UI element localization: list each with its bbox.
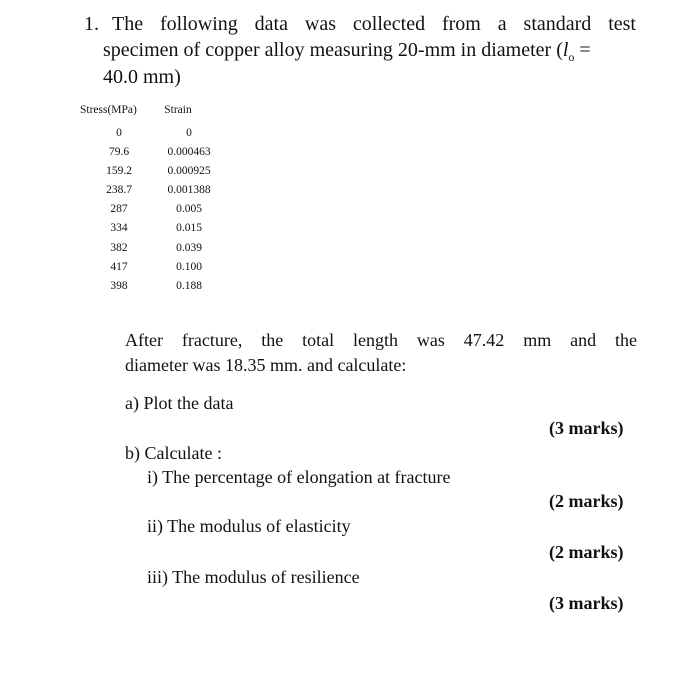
question-line-2: specimen of copper alloy measuring 20-mm in diameter ($l_o$ =	[103, 39, 591, 64]
strain-cell: 0.039	[176, 241, 202, 254]
stress-cell: 417	[110, 260, 128, 273]
part-b-ii-marks: (2 marks)	[549, 542, 624, 562]
table-row	[84, 162, 224, 181]
part-a: a) Plot the data	[125, 393, 234, 413]
stress-cell: 287	[110, 203, 128, 216]
table-body	[84, 124, 224, 296]
after-line-2: diameter was 18.35 mm. and calculate:	[125, 355, 407, 375]
stress-cell: 334	[110, 222, 128, 235]
table-row	[84, 143, 224, 162]
strain-cell: 0.015	[176, 222, 202, 235]
part-a-marks: (3 marks)	[549, 418, 624, 438]
part-b: b) Calculate :	[125, 443, 222, 463]
part-b-iii: iii) The modulus of resilience	[147, 567, 360, 587]
table-row	[84, 200, 224, 219]
table-row	[84, 181, 224, 200]
stress-cell: 79.6	[108, 146, 130, 159]
strain-cell: 0.001388	[167, 184, 211, 197]
part-b-iii-marks: (3 marks)	[549, 593, 624, 613]
stress-cell: 238.7	[106, 184, 132, 197]
stress-cell: 0	[116, 127, 122, 139]
stress-cell: 398	[110, 279, 128, 292]
table-row	[84, 219, 224, 238]
table-row	[84, 239, 224, 258]
strain-cell: 0.000925	[167, 165, 211, 178]
strain-cell: 0.005	[176, 203, 202, 216]
stress-cell: 382	[110, 241, 128, 254]
table-header	[80, 104, 204, 116]
column-header-stress: Stress(MPa)	[80, 104, 137, 116]
question-line-1: The following data was collected from a standard test	[112, 13, 636, 35]
question-number: 1.	[84, 13, 99, 35]
part-b-i-marks: (2 marks)	[549, 491, 624, 511]
after-line-1: After fracture, the total length was 47.42 mm and the	[125, 330, 637, 350]
question-line-3: 40.0 mm)	[103, 66, 181, 88]
stress-cell: 159.2	[106, 165, 132, 178]
table-row	[84, 258, 224, 277]
column-header-strain: Strain	[164, 104, 192, 116]
part-b-i: i) The percentage of elongation at fracture	[147, 467, 451, 487]
table-row	[84, 124, 224, 143]
strain-cell: 0.188	[176, 279, 202, 292]
strain-cell: 0.000463	[167, 146, 211, 159]
strain-cell: 0	[186, 127, 192, 139]
part-b-ii: ii) The modulus of elasticity	[147, 516, 351, 536]
table-row	[84, 277, 224, 296]
strain-cell: 0.100	[176, 260, 202, 273]
